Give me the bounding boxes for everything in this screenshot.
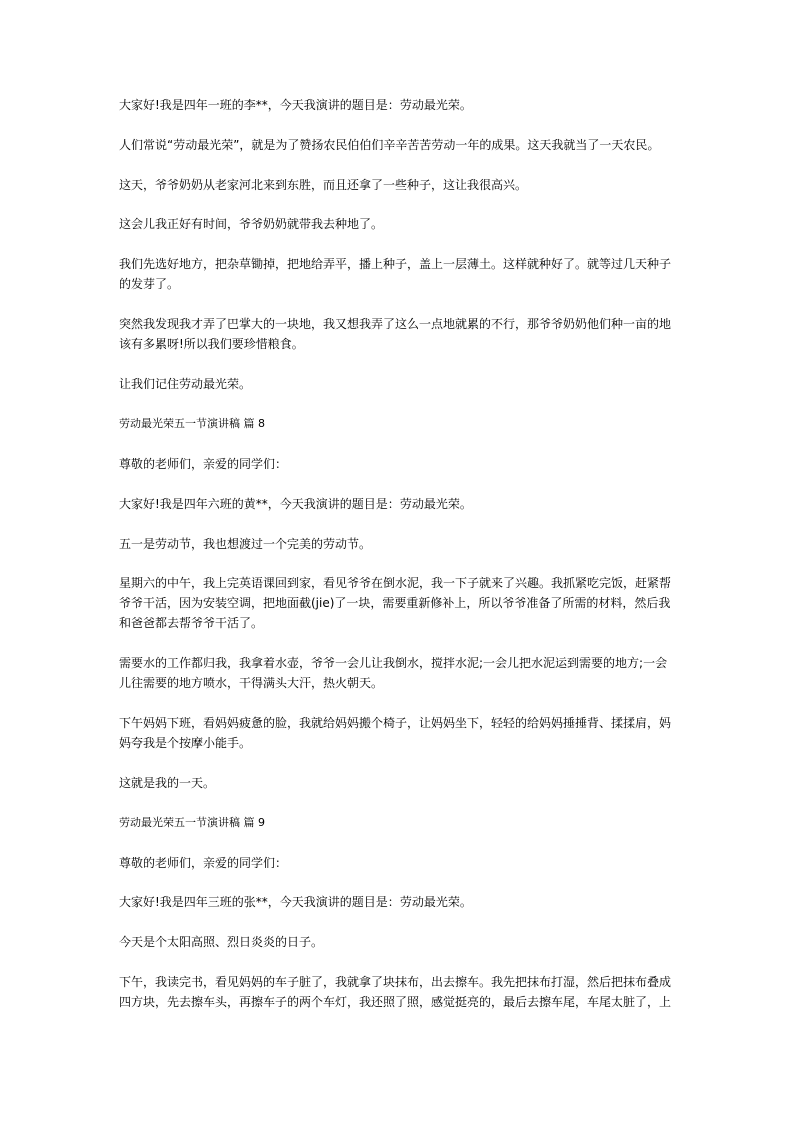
paragraph: 星期六的中午，我上完英语课回到家，看见爷爷在倒水泥，我一下子就来了兴趣。我抓紧吃完饭，赶紧帮爷爷干活，因为安装空调，把地面截(jie)了一块，需要重新修补上，所以爷爷准备了所需的材料，然后我和爸爸都去帮爷爷干活了。 xyxy=(119,576,672,630)
paragraph: 下午妈妈下班，看妈妈疲惫的脸，我就给妈妈搬个椅子，让妈妈坐下，轻轻的给妈妈捶捶背、揉揉肩，妈妈夸我是个按摩小能手。 xyxy=(119,716,672,750)
paragraph: 人们常说“劳动最光荣”，就是为了赞扬农民伯伯们辛辛苦苦劳动一年的成果。这天我就当了一天农民。 xyxy=(119,138,660,152)
paragraph: 今天是个太阳高照、烈日炎炎的日子。 xyxy=(119,935,324,949)
section-heading: 劳动最光荣五一节演讲稿 篇 9 xyxy=(119,816,265,829)
paragraph: 大家好!我是四年一班的李**，今天我演讲的题目是：劳动最光荣。 xyxy=(119,98,472,112)
paragraph: 这会儿我正好有时间，爷爷奶奶就带我去种地了。 xyxy=(119,217,384,231)
paragraph: 这天，爷爷奶奶从老家河北来到东胜，而且还拿了一些种子，这让我很高兴。 xyxy=(119,178,528,192)
paragraph: 尊敬的老师们，亲爱的同学们： xyxy=(119,856,288,870)
paragraph: 下午，我读完书，看见妈妈的车子脏了，我就拿了块抹布，出去擦车。我先把抹布打湿，然后把抹布叠成四方块，先去擦车头，再擦车子的两个车灯，我还照了照，感觉挺亮的，最后去擦车尾，车尾太脏了，上 xyxy=(119,975,672,1009)
paragraph: 这就是我的一天。 xyxy=(119,776,216,790)
section-heading: 劳动最光荣五一节演讲稿 篇 8 xyxy=(119,417,265,430)
paragraph: 突然我发现我才弄了巴掌大的一块地，我又想我弄了这么一点地就累的不行，那爷爷奶奶他们种一亩的地该有多累呀!所以我们要珍惜粮食。 xyxy=(119,317,672,351)
paragraph: 大家好!我是四年六班的黄**，今天我演讲的题目是：劳动最光荣。 xyxy=(119,497,472,511)
paragraph: 我们先选好地方，把杂草锄掉，把地给弄平，播上种子，盖上一层薄土。这样就种好了。就等过几天种子的发芽了。 xyxy=(119,257,672,291)
document-page xyxy=(119,0,675,1123)
paragraph: 让我们记住劳动最光荣。 xyxy=(119,377,252,391)
paragraph: 五一是劳动节，我也想渡过一个完美的劳动节。 xyxy=(119,537,372,551)
paragraph: 尊敬的老师们，亲爱的同学们： xyxy=(119,457,288,471)
paragraph: 大家好!我是四年三班的张**，今天我演讲的题目是：劳动最光荣。 xyxy=(119,895,472,909)
paragraph: 需要水的工作都归我，我拿着水壶，爷爷一会儿让我倒水，搅拌水泥;一会儿把水泥运到需要的地方;一会儿往需要的地方喷水，干得满头大汗，热火朝天。 xyxy=(119,656,668,690)
